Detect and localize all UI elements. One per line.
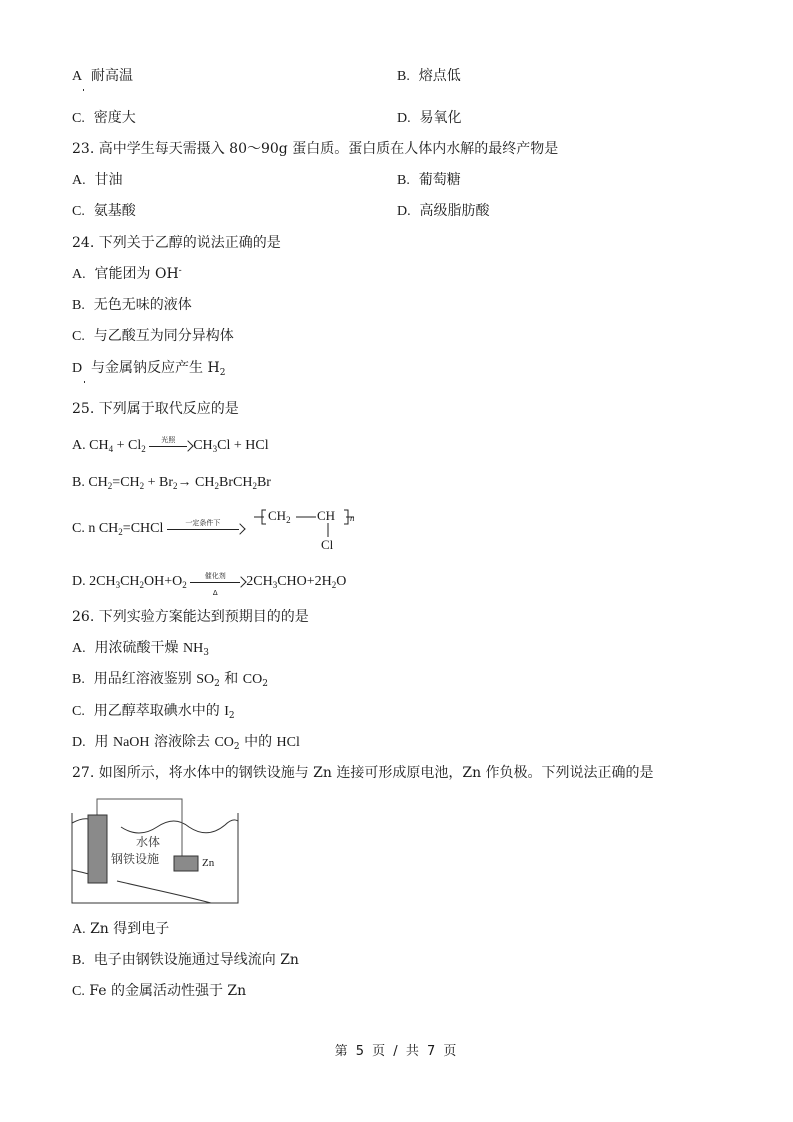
q24-option-b: B. 无色无味的液体 <box>72 297 192 313</box>
q27-option-c: C. Fe 的金属活动性强于 Zn <box>72 983 247 999</box>
q26-option-c: C. 用乙醇萃取碘水中的 $I_2$ <box>72 703 235 721</box>
q24-option-a: A. 官能团为 OH- <box>72 266 182 282</box>
q22-option-c: C. 密度大 <box>72 110 136 126</box>
label-zn: Zn <box>202 857 215 869</box>
q25-option-b: B. $CH_2=CH_2 + Br_2\to$ $CH_2BrCH_2Br$ <box>72 475 271 491</box>
q27-option-b: B. 电子由钢铁设施通过导线流向 Zn <box>72 952 299 968</box>
q27-option-a: A. Zn 得到电子 <box>72 921 170 937</box>
q23-option-c: C. 氨基酸 <box>72 203 136 219</box>
polyvinyl-chloride-structure: $CH_2$ CH Cl n <box>250 505 370 555</box>
q27-stem: 27. 如图所示，将水体中的钢铁设施与 Zn 连接可形成原电池，Zn 作负极。下列说法正确的是 <box>72 765 654 781</box>
reaction-arrow: 光照 <box>149 437 193 455</box>
q26-option-b: B. 用品红溶液鉴别 $SO_2$ 和 $CO_2$ <box>72 671 268 689</box>
q26-stem: 26. 下列实验方案能达到预期目的的是 <box>72 609 309 625</box>
q22-option-b: B. 熔点低 <box>397 68 461 84</box>
q24-stem: 24. 下列关于乙醇的说法正确的是 <box>72 235 281 251</box>
reaction-arrow: 催化剂 Δ <box>190 573 246 591</box>
q25-option-d: D. $2CH_3CH_2OH+O_2$ 催化剂 Δ $2CH_3CHO+2H_2O$ <box>72 572 347 597</box>
q26-option-a: A. 用浓硫酸干燥 $NH_3$ <box>72 640 209 658</box>
reaction-arrow: 一定条件下 <box>167 520 245 538</box>
page-footer: 第 5 页 / 共 7 页 <box>334 1044 459 1059</box>
q22-option-d: D. 易氧化 <box>397 110 462 126</box>
q25-option-a: A. $CH_4 + Cl_2$ 光照 $CH_3Cl$ + HCl <box>72 436 269 455</box>
galvanic-cell-figure <box>71 797 241 905</box>
q23-option-d: D. 高级脂肪酸 <box>397 203 490 219</box>
q24-option-c: C. 与乙酸互为同分异构体 <box>72 328 234 344</box>
label-steel: 钢铁设施 <box>111 852 160 866</box>
q23-option-a: A. 甘油 <box>72 172 123 188</box>
q23-stem: 23. 高中学生每天需摄入 80～90g 蛋白质。蛋白质在人体内水解的最终产物是 <box>72 141 559 157</box>
q23-option-b: B. 葡萄糖 <box>397 172 461 188</box>
q26-option-d: D. 用 NaOH 溶液除去 $CO_2$ 中的 HCl <box>72 734 300 752</box>
q22-option-a: A 耐高温 <box>72 68 134 84</box>
stray-mark <box>83 89 84 91</box>
q25-option-c: C. n $CH_2=CHCl$ 一定条件下 <box>72 520 245 538</box>
q25-stem: 25. 下列属于取代反应的是 <box>72 401 239 417</box>
stray-mark <box>84 381 85 383</box>
label-water: 水体 <box>136 835 161 849</box>
q24-option-d: D 与金属钠反应产生 $H_2$ <box>72 360 226 378</box>
